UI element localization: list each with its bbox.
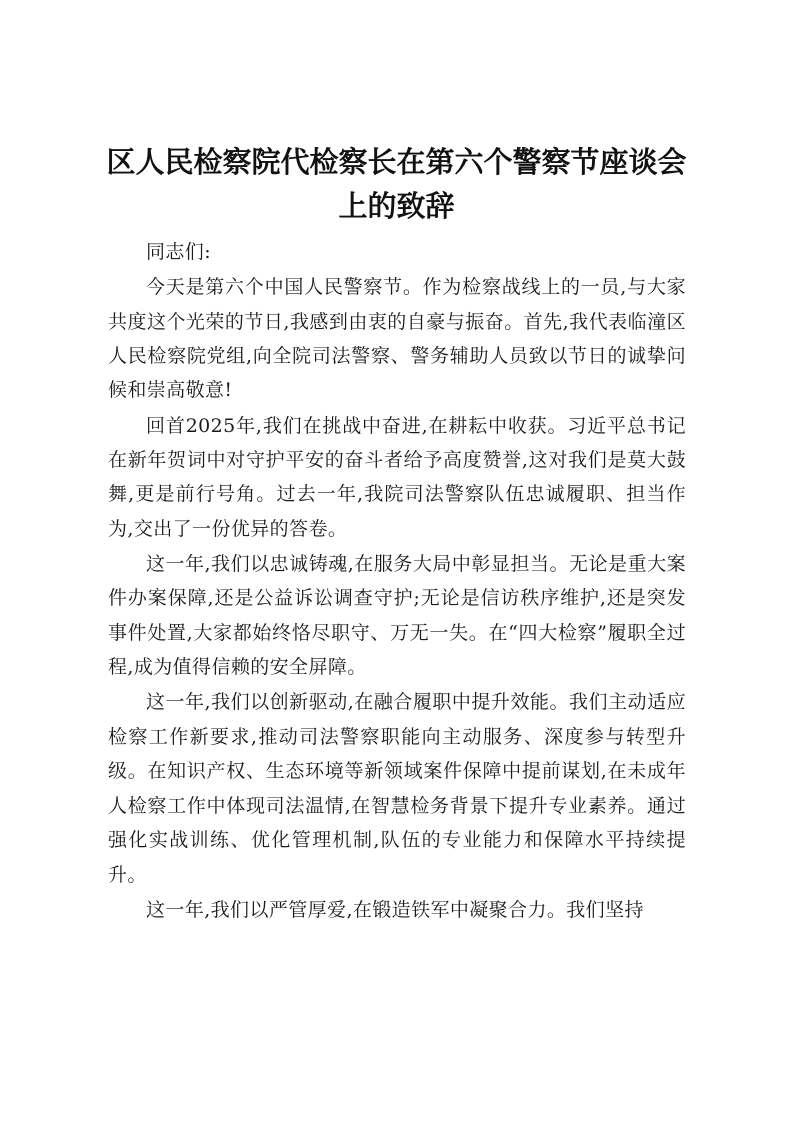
paragraph: 今天是第六个中国人民警察节。作为检察战线上的一员,与大家共度这个光荣的节日,我感到由衷的自豪与振奋。首先,我代表临潼区人民检察院党组,向全院司法警察、警务辅助人员致以节日的诚挚问候和崇高敬意!: [108, 276, 686, 402]
paragraph: 这一年,我们以创新驱动,在融合履职中提升效能。我们主动适应检察工作新要求,推动司法警察职能向主动服务、深度参与转型升级。在知识产权、生态环境等新领域案件保障中提前谋划,在未成年人检察工作中体现司法温情,在智慧检务背景下提升专业素养。通过强化实战训练、优化管理机制,队伍的专业能力和保障水平持续提升。: [108, 691, 686, 886]
salutation: 同志们:: [146, 241, 212, 263]
paragraph: 这一年,我们以忠诚铸魂,在服务大局中彰显担当。无论是重大案件办案保障,还是公益诉讼调查守护;无论是信访秩序维护,还是突发事件处置,大家都始终恪尽职守、万无一失。在“四大检察”履职全过程,成为值得信赖的安全屏障。: [108, 553, 686, 679]
document-title: 区人民检察院代检察长在第六个警察节座谈会上的致辞: [106, 145, 687, 223]
paragraph: 这一年,我们以严管厚爱,在锻造铁军中凝聚合力。我们坚持: [146, 898, 644, 921]
paragraph: 回首2025年,我们在挑战中奋进,在耕耘中收获。习近平总书记在新年贺词中对守护平安的奋斗者给予高度赞誉,这对我们是莫大鼓舞,更是前行号角。过去一年,我院司法警察队伍忠诚履职、担当作为,交出了一份优异的答卷。: [108, 414, 686, 540]
document-body: [108, 235, 686, 928]
